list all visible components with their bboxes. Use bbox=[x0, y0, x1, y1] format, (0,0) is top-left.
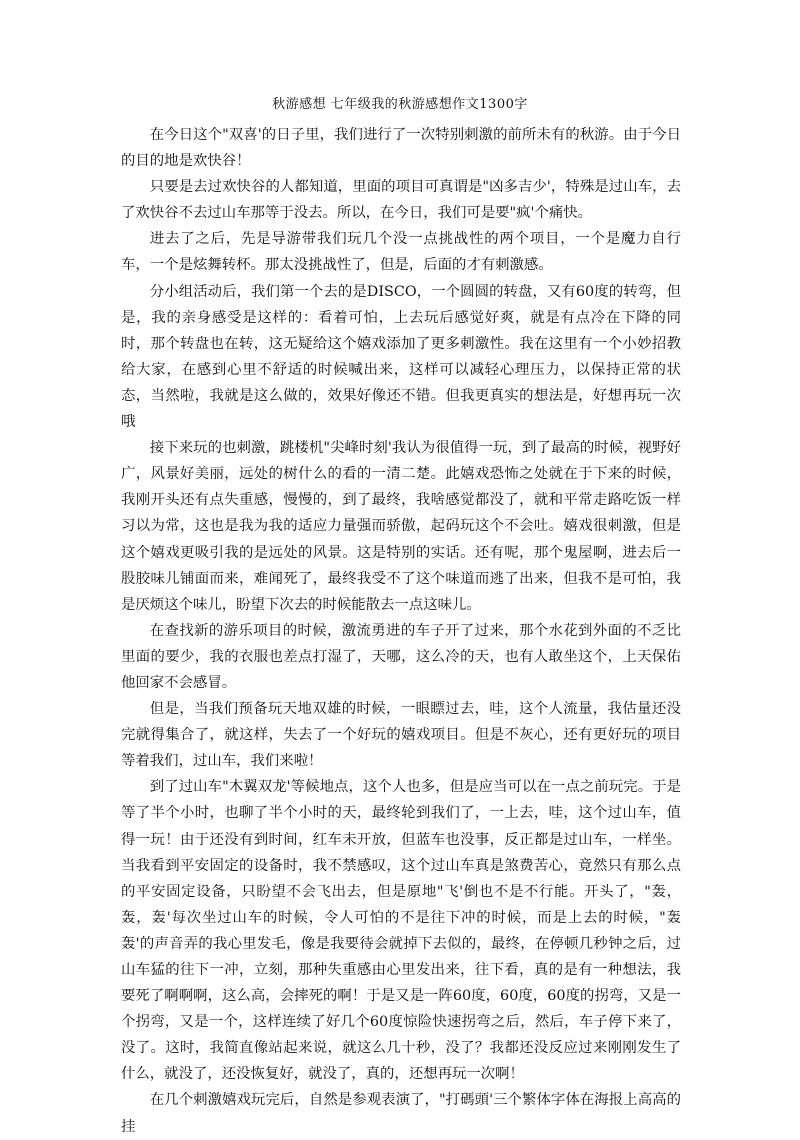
document-body bbox=[121, 122, 681, 1140]
paragraph: 在几个刺激嬉戏玩完后，自然是参观表演了，"打碼頭'三个繁体字体在海报上高高的挂 bbox=[121, 1092, 681, 1135]
paragraph: 进去了之后，先是导游带我们玩几个没一点挑战性的两个项目，一个是魔力自行车，一个是炫舞转杯。那太没挑战性了，但是，后面的才有刺激感。 bbox=[121, 231, 681, 274]
paragraph: 到了过山车"木翼双龙'等候地点，这个人也多，但是应当可以在一点之前玩完。于是等了半个小时，也聊了半个小时的天，最终轮到我们了，一上去，哇，这个过山车，值得一玩！由于还没有到时间，红车未开放，但蓝车也没事，反正都是过山车，一样坐。当我看到平安固定的设备时，我不禁感叹，这个过山车真是煞费苦心，竟然只有那么点的平安固定设备，只盼望不会飞出去，但是原地"飞'倒也不是不行能。开头了，"轰，轰，轰'每次坐过山车的时候，令人可怕的不是往下冲的时候，而是上去的时候，"轰轰'的声音弄的我心里发毛，像是我要待会就掉下去似的，最终，在停顿几秒钟之后，过山车猛的往下一冲，立刻，那种失重感由心里发出来，往下看，真的是有一种想法，我要死了啊啊啊，这么高，会摔死的啊！于是又是一阵60度，60度，60度的拐弯，又是一个拐弯，又是一个，这样连续了好几个60度惊险快速拐弯之后，然后，车子停下来了，没了。这时，我简直像站起来说，就这么几十秒，没了？我都还没反应过来刚刚发生了什么，就没了，还没恢复好，就没了，真的，还想再玩一次啊！ bbox=[121, 779, 681, 1083]
paragraph: 但是，当我们预备玩天地双雄的时候，一眼瞟过去，哇，这个人流量，我估量还没完就得集合了，就这样，失去了一个好玩的嬉戏项目。但是不灰心，还有更好玩的项目等着我们，过山车，我们来啦！ bbox=[121, 701, 681, 770]
document-title: 秋游感想 七年级我的秋游感想作文1300字 bbox=[272, 97, 528, 112]
paragraph: 在查找新的游乐项目的时候，激流勇进的车子开了过来，那个水花到外面的不乏比里面的要少，我的衣服也差点打湿了，天哪，这么冷的天，也有人敢坐这个，上天保佑他回家不会感冒。 bbox=[121, 622, 681, 691]
paragraph: 在今日这个"双喜'的日子里，我们进行了一次特别刺激的前所未有的秋游。由于今日的目的地是欢快谷！ bbox=[121, 127, 681, 170]
paragraph: 接下来玩的也刺激，跳楼机"尖峰时刻'我认为很值得一玩，到了最高的时候，视野好广，风景好美丽，远处的树什么的看的一清二楚。此嬉戏恐怖之处就在于下来的时候，我刚开头还有点失重感，慢慢的，到了最终，我啥感觉都没了，就和平常走路吃饭一样习以为常，这也是我为我的适应力量强而骄傲，起码玩这个不会吐。嬉戏很刺激，但是这个嬉戏更吸引我的是远处的风景。这是特别的实话。还有呢，那个鬼屋啊，进去后一股胶味儿铺面而来，难闻死了，最终我受不了这个味道而逃了出来，但我不是可怕，我是厌烦这个味儿，盼望下次去的时候能散去一点这味儿。 bbox=[121, 440, 681, 613]
paragraph: 只要是去过欢快谷的人都知道，里面的项目可真谓是"凶多吉少'，特殊是过山车，去了欢快谷不去过山车那等于没去。所以，在今日，我们可是要"疯'个痛快。 bbox=[121, 179, 681, 222]
paragraph: 分小组活动后，我们第一个去的是DISCO，一个圆圆的转盘，又有60度的转弯，但是，我的亲身感受是这样的：看着可怕，上去玩后感觉好爽，就是有点冷在下降的同时，那个转盘也在转，这无疑给这个嬉戏添加了更多刺激性。我在这里有一个小妙招教给大家，在感到心里不舒适的时候喊出来，这样可以减轻心理压力，以保持正常的状态，当然啦，我就是这么做的，效果好像还不错。但我更真实的想法是，好想再玩一次哦 bbox=[121, 283, 681, 431]
